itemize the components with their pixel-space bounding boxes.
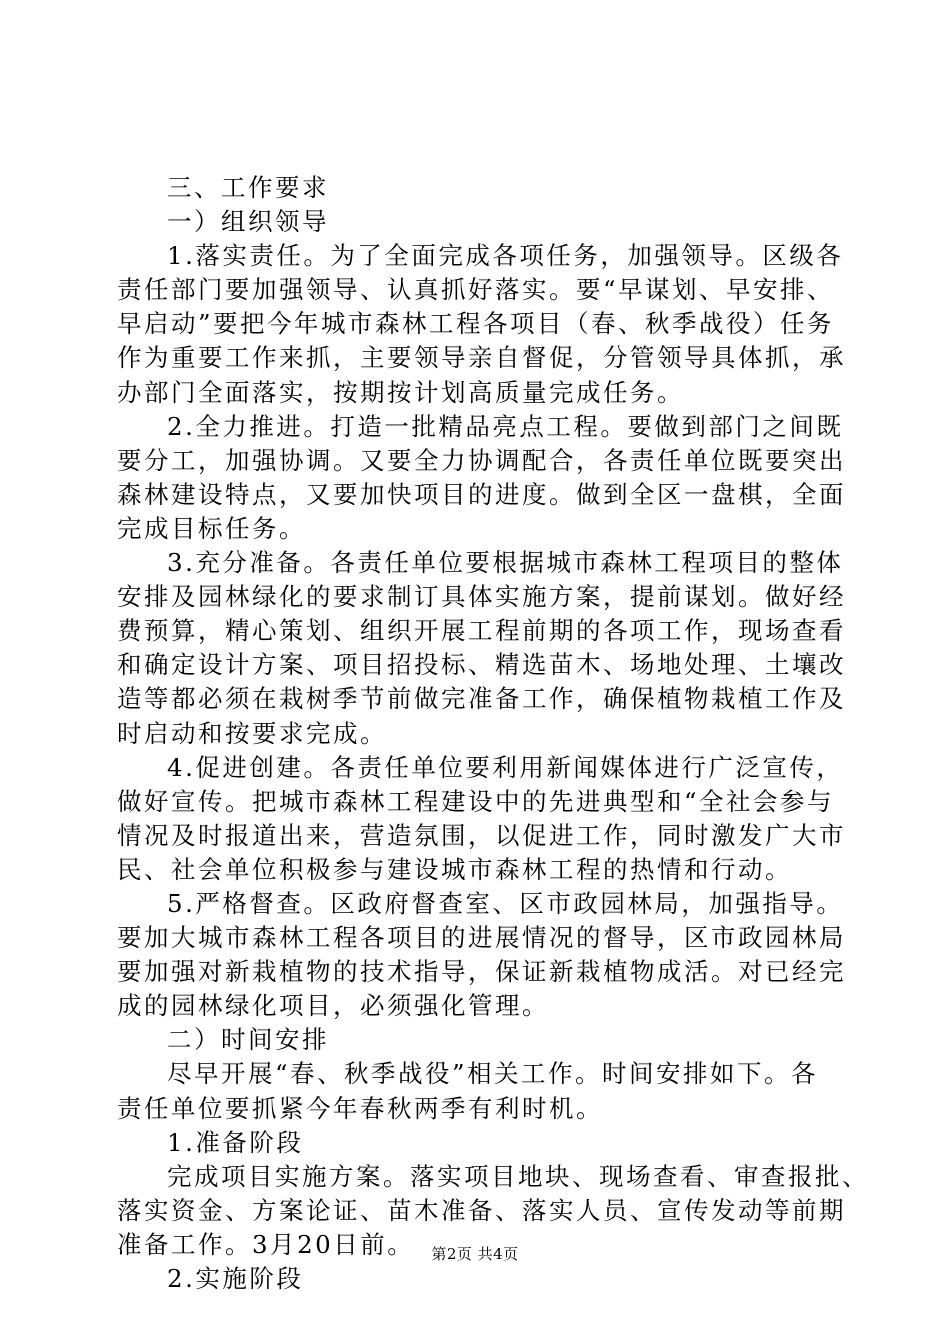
subsection-heading-schedule: 二）时间安排 [167, 1025, 329, 1055]
paragraph-line: 完成目标任务。 [117, 513, 306, 543]
document-body [117, 171, 869, 1296]
paragraph-line: 完成项目实施方案。落实项目地块、现场查看、审查报批、 [167, 1161, 869, 1191]
paragraph-line: 作为重要工作来抓，主要领导亲自督促，分管领导具体抓，承 [117, 343, 846, 373]
page-number-footer: 第2页 共4页 [431, 1245, 519, 1263]
stage-heading-implementation: 2.实施阶段 [167, 1264, 304, 1293]
paragraph-line: 要分工，加强协调。又要全力协调配合，各责任单位既要突出 [117, 445, 846, 475]
paragraph-line: 森林建设特点，又要加快项目的进度。做到全区一盘棋，全面 [117, 479, 846, 509]
paragraph-line: 5.严格督查。区政府督查室、区市政园林局，加强指导。 [167, 888, 844, 918]
paragraph-line: 时启动和按要求完成。 [117, 718, 387, 748]
paragraph-line: 造等都必须在栽树季节前做完准备工作，确保植物栽植工作及 [117, 684, 846, 714]
paragraph-line: 办部门全面落实，按期按计划高质量完成任务。 [117, 377, 684, 407]
subsection-heading-organization: 一）组织领导 [167, 207, 329, 237]
paragraph-line: 费预算，精心策划、组织开展工程前期的各项工作，现场查看 [117, 616, 846, 646]
paragraph-line: 责任部门要加强领导、认真抓好落实。要“早谋划、早安排、 [117, 275, 835, 305]
paragraph-line: 3.充分准备。各责任单位要根据城市森林工程项目的整体 [167, 548, 844, 578]
paragraph-line: 安排及园林绿化的要求制订具体实施方案，提前谋划。做好经 [117, 582, 846, 612]
section-heading-work-requirements: 三、工作要求 [167, 173, 329, 202]
stage-heading-preparation: 1.准备阶段 [167, 1127, 304, 1157]
paragraph-line: 落实资金、方案论证、苗木准备、落实人员、宣传发动等前期 [117, 1195, 846, 1225]
paragraph-line: 要加强对新栽植物的技术指导，保证新栽植物成活。对已经完 [117, 957, 846, 987]
paragraph-line: 4.促进创建。各责任单位要利用新闻媒体进行广泛宣传， [167, 752, 844, 782]
paragraph-line: 民、社会单位积极参与建设城市森林工程的热情和行动。 [117, 854, 792, 884]
paragraph-line: 准备工作。3月20日前。 [117, 1229, 415, 1259]
paragraph-line: 2.全力推进。打造一批精品亮点工程。要做到部门之间既 [167, 411, 844, 441]
paragraph-line: 和确定设计方案、项目招投标、精选苗木、场地处理、土壤改 [117, 650, 846, 680]
paragraph-line: 成的园林绿化项目，必须强化管理。 [117, 991, 549, 1021]
paragraph-line: 早启动”要把今年城市森林工程各项目（春、秋季战役）任务 [117, 309, 835, 339]
paragraph-line: 情况及时报道出来，营造氛围，以促进工作，同时激发广大市 [117, 820, 846, 850]
paragraph-line: 做好宣传。把城市森林工程建设中的先进典型和“全社会参与 [117, 786, 835, 816]
paragraph-line: 1.落实责任。为了全面完成各项任务，加强领导。区级各 [167, 241, 844, 271]
paragraph-line: 责任单位要抓紧今年春秋两季有利时机。 [117, 1093, 603, 1123]
paragraph-line: 尽早开展“春、秋季战役”相关工作。时间安排如下。各 [167, 1059, 819, 1089]
paragraph-line: 要加大城市森林工程各项目的进展情况的督导，区市政园林局 [117, 923, 846, 953]
